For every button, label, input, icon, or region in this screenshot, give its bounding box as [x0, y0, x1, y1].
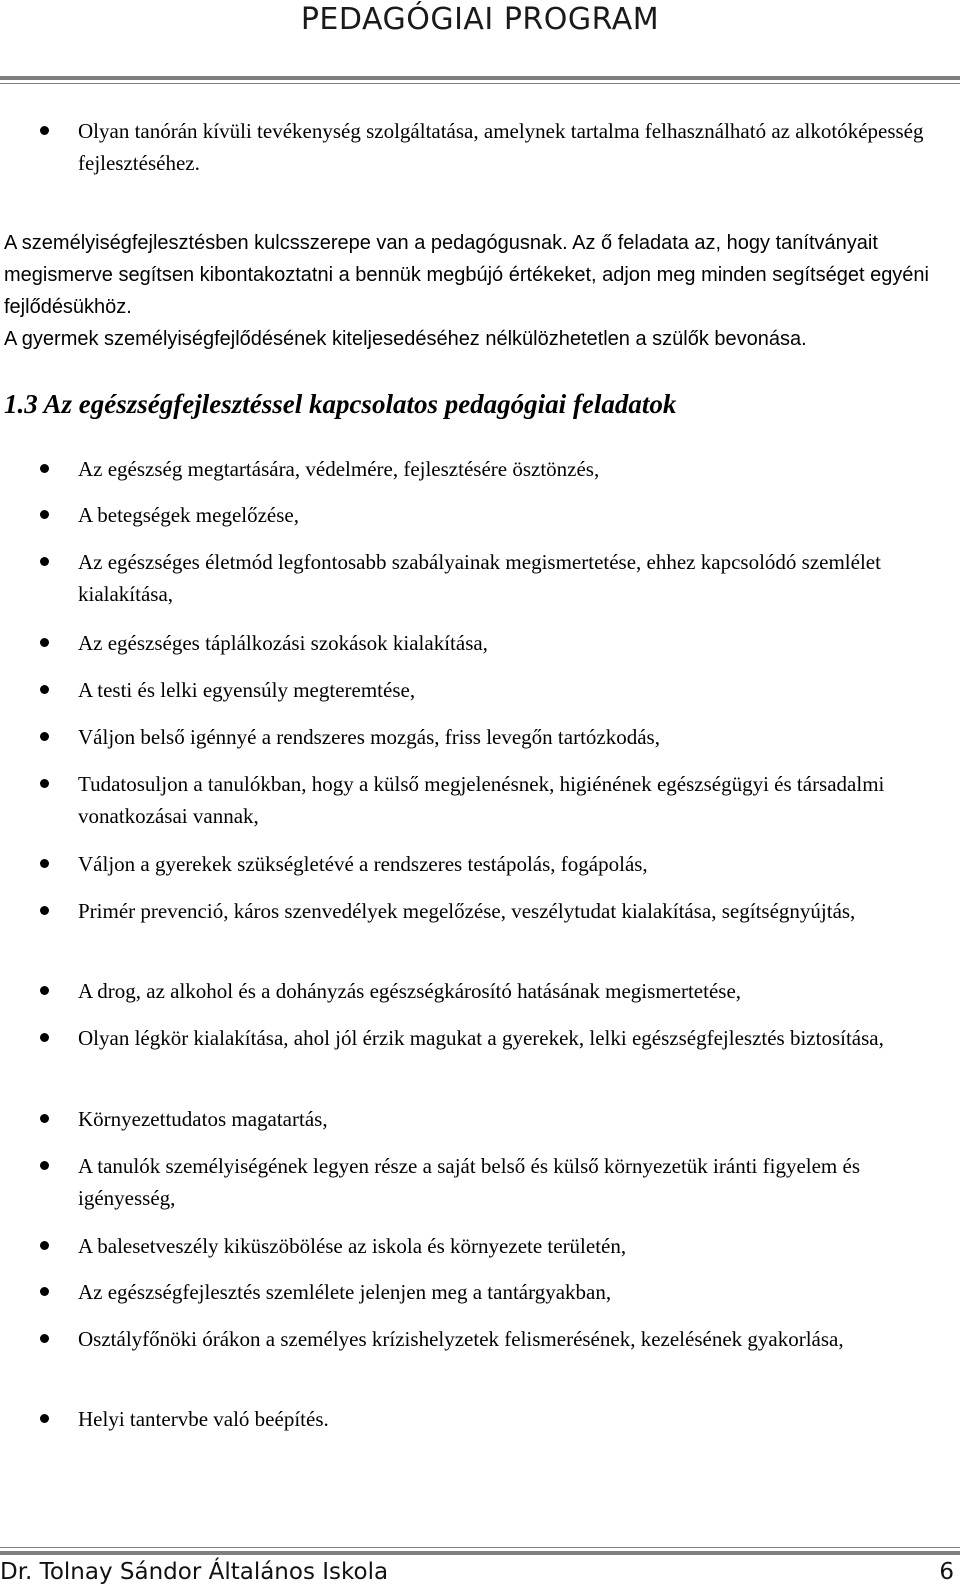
footer-school-name: Dr. Tolnay Sándor Általános Iskola	[0, 1559, 389, 1585]
list-item-text: Primér prevenció, káros szenvedélyek megelőzése, veszélytudat kialakítása, segítségnyújtás,	[78, 899, 856, 923]
page-footer	[0, 1559, 960, 1587]
list-item-text: Az egészséges életmód legfontosabb szabályainak megismertetése, ehhez kapcsolódó szemlélet kialakítása,	[78, 550, 881, 606]
bullet-icon	[40, 859, 49, 868]
list-item-text: Helyi tantervbe való beépítés.	[78, 1407, 329, 1431]
list-item-text: Váljon a gyerekek szükségletévé a rendszeres testápolás, fogápolás,	[78, 852, 648, 876]
list-item-text: Az egészséges táplálkozási szokások kialakítása,	[78, 631, 488, 655]
bullet-icon	[40, 1033, 49, 1042]
bullet-icon	[40, 906, 49, 915]
list-item	[78, 1403, 944, 1435]
list-item-text: Váljon belső igénnyé a rendszeres mozgás, friss levegőn tartózkodás,	[78, 725, 660, 749]
bullet-icon	[40, 464, 49, 473]
list-item-text: A tanulók személyiségének legyen része a saját belső és külső környezetük iránti figyelem és igényesség,	[78, 1154, 860, 1210]
list-item	[78, 768, 944, 832]
header-rule-thick	[0, 76, 960, 80]
list-item-text: Az egészség megtartására, védelmére, fejlesztésére ösztönzés,	[78, 457, 600, 481]
header-rule-thin	[0, 83, 960, 84]
section-heading: 1.3 Az egészségfejlesztéssel kapcsolatos pedagógiai feladatok	[4, 389, 677, 419]
list-item	[78, 546, 944, 610]
bullet-icon	[40, 685, 49, 694]
bullet-icon	[40, 1161, 49, 1170]
list-item-text: Az egészségfejlesztés szemlélete jelenjen meg a tantárgyakban,	[78, 1280, 612, 1304]
bullet-icon	[40, 638, 49, 647]
list-item	[78, 975, 944, 1007]
footer-page-number: 6	[939, 1559, 954, 1585]
list-item-text: Osztályfőnöki órákon a személyes krízishelyzetek felismerésének, kezelésének gyakorlása,	[78, 1327, 844, 1351]
bullet-icon	[40, 126, 49, 135]
bullet-icon	[40, 510, 49, 519]
list-item-text: A testi és lelki egyensúly megteremtése,	[78, 678, 416, 702]
paragraph-teacher-role: A személyiségfejlesztésben kulcsszerepe van a pedagógusnak. Az ő feladata az, hogy tanítványait megismerve segítsen kibontakoztatni a bennük megbújó értékeket, adjon meg minden segítséget egyéni fejlődésükhöz.	[4, 232, 929, 318]
list-item	[78, 1230, 944, 1262]
list-item	[78, 1022, 944, 1054]
bullet-icon	[40, 732, 49, 741]
bullet-icon	[40, 779, 49, 788]
bullet-icon	[40, 1241, 49, 1250]
intro-bullet-item	[78, 115, 944, 179]
list-item-text: A drog, az alkohol és a dohányzás egészségkárosító hatásának megismertetése,	[78, 979, 742, 1003]
list-item	[78, 499, 944, 531]
list-item	[78, 721, 944, 753]
list-item	[78, 1150, 944, 1214]
bullet-icon	[40, 1334, 49, 1343]
list-item	[78, 627, 944, 659]
list-item	[78, 895, 944, 927]
paragraph-parents: A gyermek személyiségfejlődésének kiteljesedéséhez nélkülözhetetlen a szülők bevonása.	[4, 328, 807, 350]
list-item-text: Tudatosuljon a tanulókban, hogy a külső megjelenésnek, higiénének egészségügyi és társadalmi vonatkozásai vannak,	[78, 772, 885, 828]
bullet-icon	[40, 1114, 49, 1123]
list-item	[78, 1323, 944, 1355]
bullet-icon	[40, 557, 49, 566]
list-item-text: Környezettudatos magatartás,	[78, 1107, 328, 1131]
list-item	[78, 848, 944, 880]
bullet-icon	[40, 986, 49, 995]
bullet-icon	[40, 1414, 49, 1423]
list-item-text: A betegségek megelőzése,	[78, 503, 299, 527]
list-item	[78, 453, 944, 485]
footer-rule-thin	[0, 1547, 960, 1548]
page-header-title: PEDAGÓGIAI PROGRAM	[300, 2, 660, 37]
bullet-icon	[40, 1287, 49, 1296]
list-item	[78, 674, 944, 706]
list-item	[78, 1103, 944, 1135]
list-item-text: Olyan légkör kialakítása, ahol jól érzik magukat a gyerekek, lelki egészségfejlesztés biztosítása,	[78, 1026, 884, 1050]
list-item	[78, 1276, 944, 1308]
list-item-text: A balesetveszély kiküszöbölése az iskola és környezete területén,	[78, 1234, 627, 1258]
page-header	[0, 0, 960, 90]
footer-rule-thick	[0, 1551, 960, 1555]
intro-bullet-text: Olyan tanórán kívüli tevékenység szolgáltatása, amelynek tartalma felhasználható az alkotóképesség fejlesztéséhez.	[78, 119, 924, 175]
